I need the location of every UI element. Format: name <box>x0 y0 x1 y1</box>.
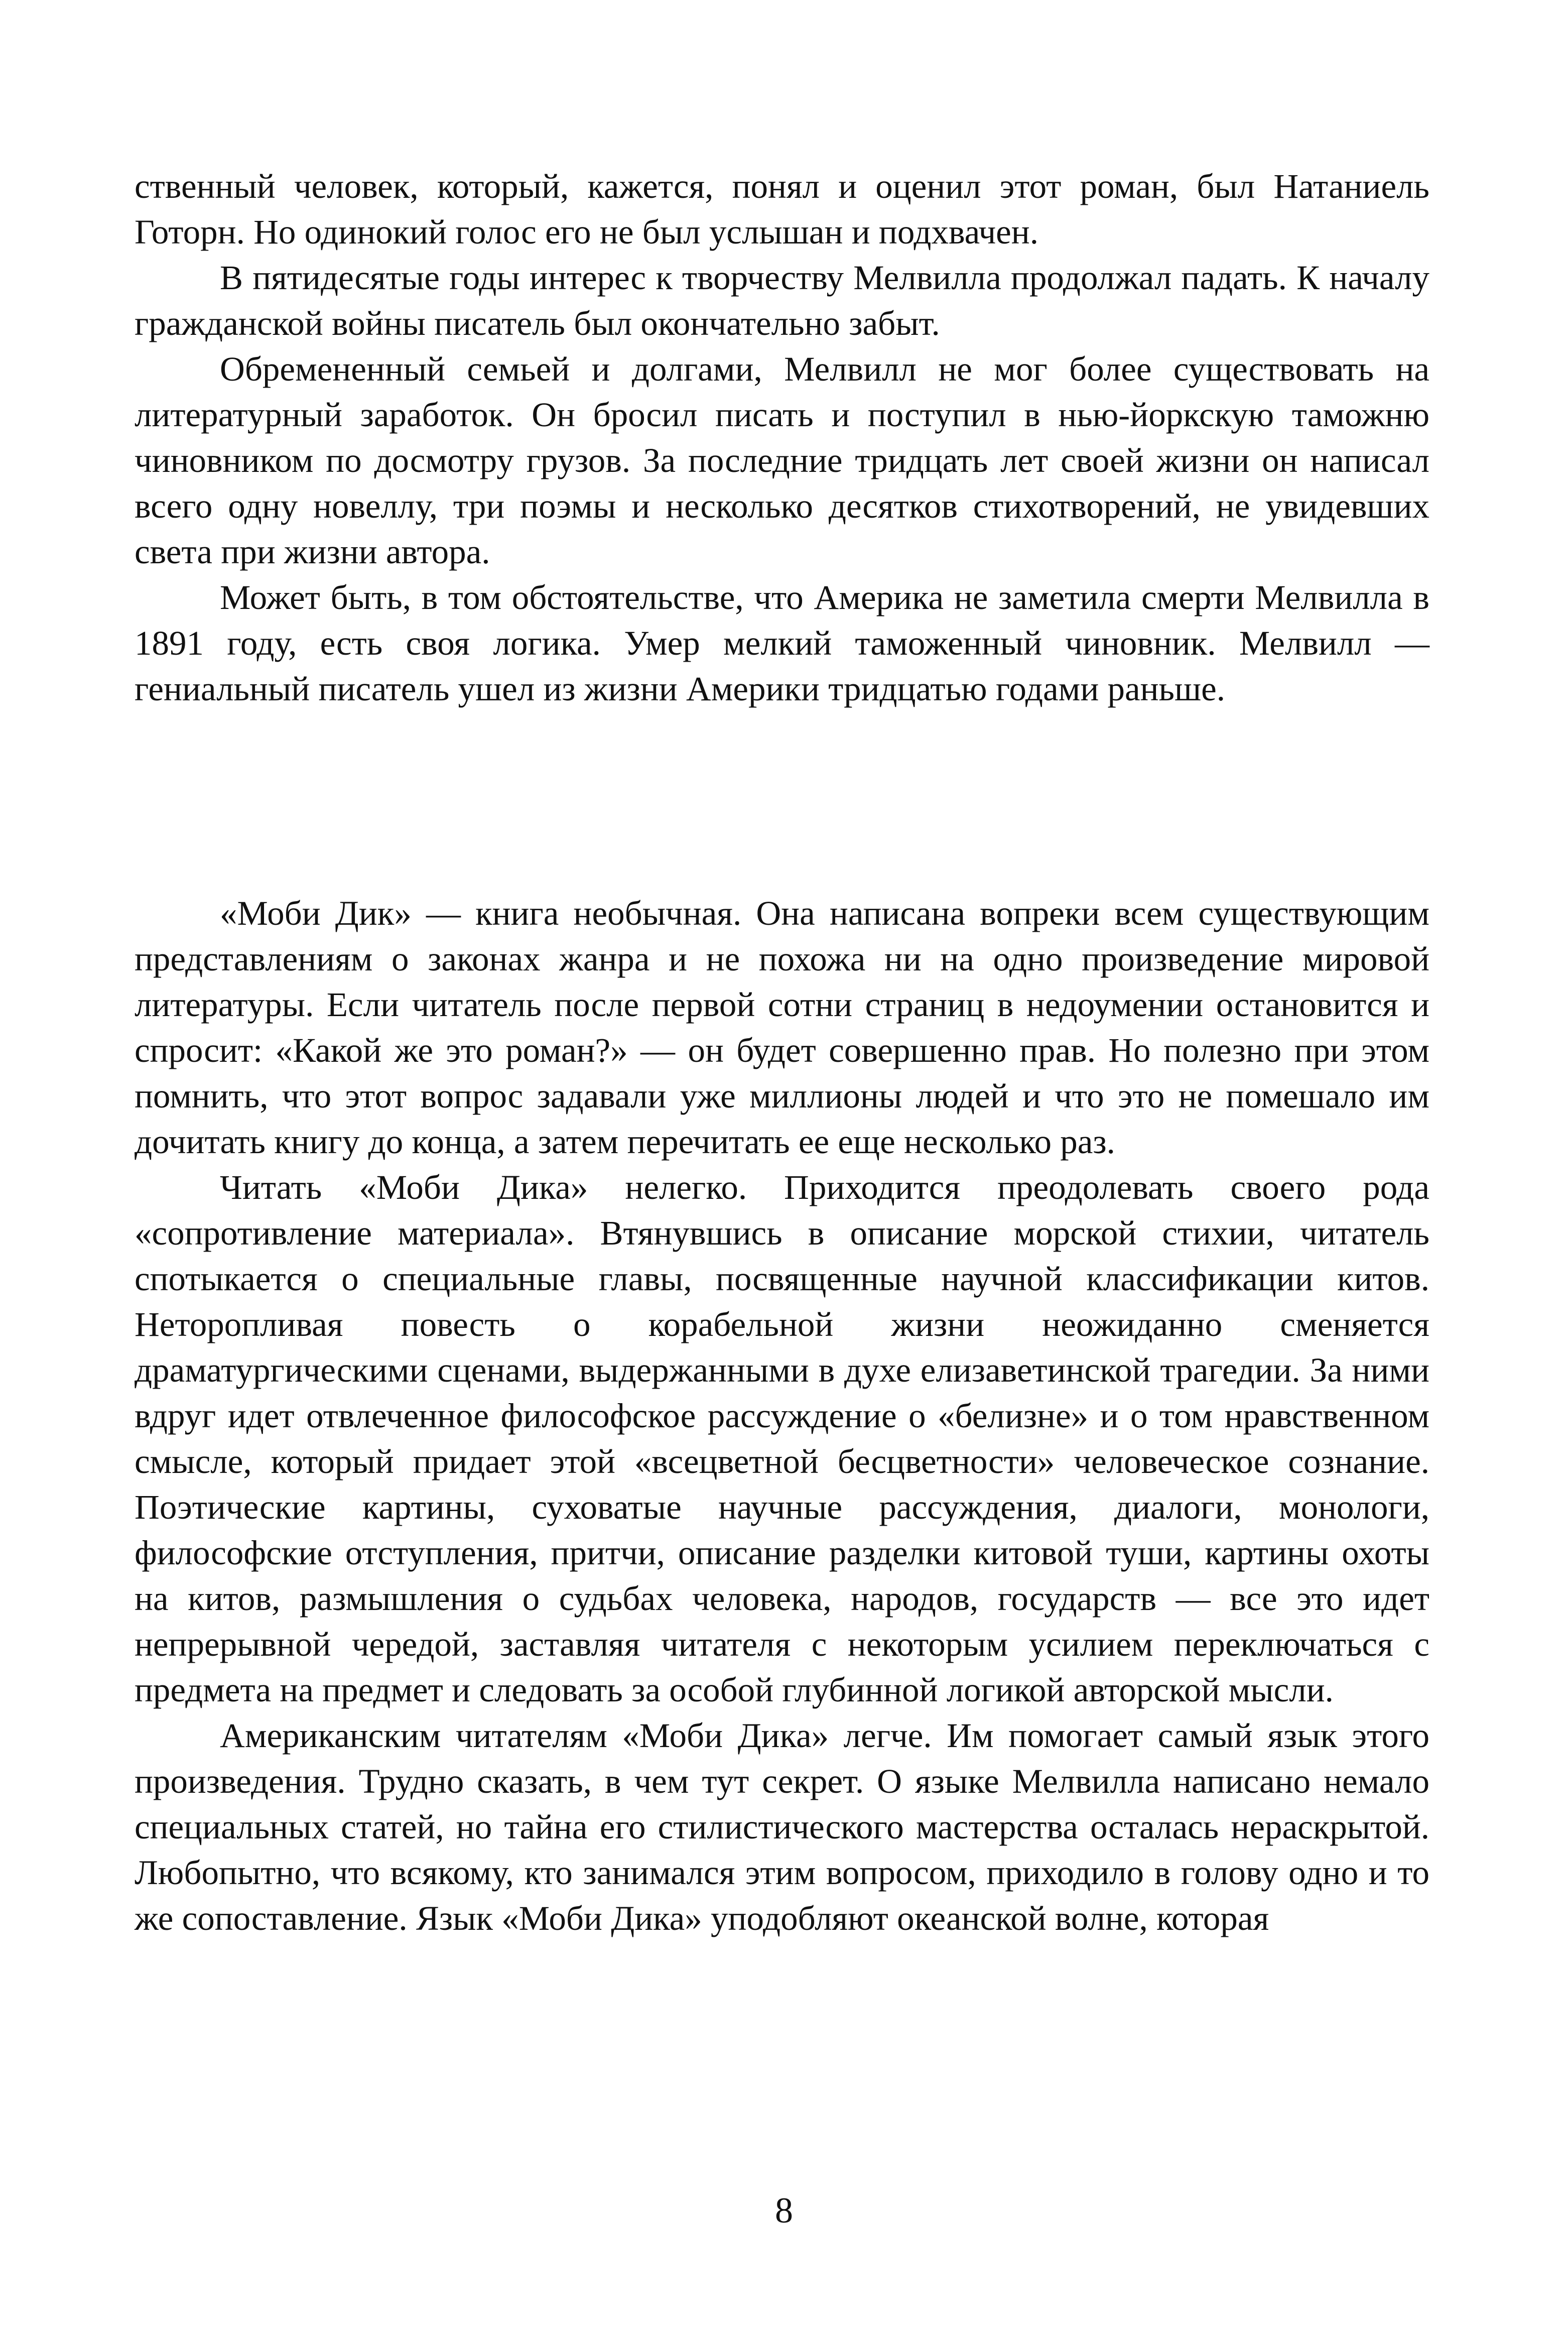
paragraph: Обремененный семьей и долгами, Мелвилл не мог более существовать на литературный заработок. Он бросил писать и поступил в нью-йоркскую таможню чиновником по досмотру грузов. За последние тридцать лет своей жизни он написал всего одну новеллу, три поэмы и несколько десятков стихотворений, не увидевших света при жизни автора. <box>135 350 1429 571</box>
text-section-2 <box>135 891 1429 1941</box>
paragraph: Читать «Моби Дика» нелегко. Приходится преодолевать своего рода «сопротивление материала». Втянувшись в описание морской стихии, читатель спотыкается о специальные главы, посвященные научной классификации китов. Неторопливая повесть о корабельной жизни неожиданно сменяется драматургическими сценами, выдержанными в духе елизаветинской трагедии. За ними вдруг идет отвлеченное философское рассуждение о «белизне» и о том нравственном смысле, который придает этой «всецветной бесцветности» человеческое сознание. Поэтические картины, суховатые научные рассуждения, диалоги, монологи, философские отступления, притчи, описание разделки китовой туши, картины охоты на китов, размышления о судьбах человека, народов, государств — все это идет непрерывной чередой, заставляя читателя с некоторым усилием переключаться с предмета на предмет и следовать за особой глубинной логикой авторской мысли. <box>135 1168 1429 1709</box>
paragraph: «Моби Дик» — книга необычная. Она написана вопреки всем существующим представлениям о законах жанра и не похожа ни на одно произведение мировой литературы. Если читатель после первой сотни страниц в недоумении остановится и спросит: «Какой же это роман?» — он будет совершенно прав. Но полезно при этом помнить, что этот вопрос задавали уже миллионы людей и что это не помешало им дочитать книгу до конца, а затем перечитать ее еще несколько раз. <box>135 894 1429 1161</box>
paragraph: Американским читателям «Моби Дика» легче. Им помогает самый язык этого произведения. Трудно сказать, в чем тут секрет. О языке Мелвилла написано немало специальных статей, но тайна его стилистического мастерства осталась нераскрытой. Любопытно, что всякому, кто занимался этим вопросом, приходило в голову одно и то же сопоставление. Язык «Моби Дика» уподобляют океанской волне, которая <box>135 1716 1429 1937</box>
paragraph: Может быть, в том обстоятельстве, что Америка не заметила смерти Мелвилла в 1891 году, есть своя логика. Умер мелкий таможенный чиновник. Мелвилл — гениальный писатель ушел из жизни Америки тридцатью годами раньше. <box>135 578 1429 708</box>
paragraph-continued: ственный человек, который, кажется, понял и оценил этот роман, был Натаниель Готорн. Но одинокий голос его не был услышан и подхвачен. <box>135 167 1429 251</box>
paragraph: В пятидесятые годы интерес к творчеству Мелвилла продолжал падать. К началу гражданской войны писатель был окончательно забыт. <box>135 259 1429 342</box>
page-number: 8 <box>775 2190 793 2231</box>
text-section-1 <box>135 164 1429 712</box>
